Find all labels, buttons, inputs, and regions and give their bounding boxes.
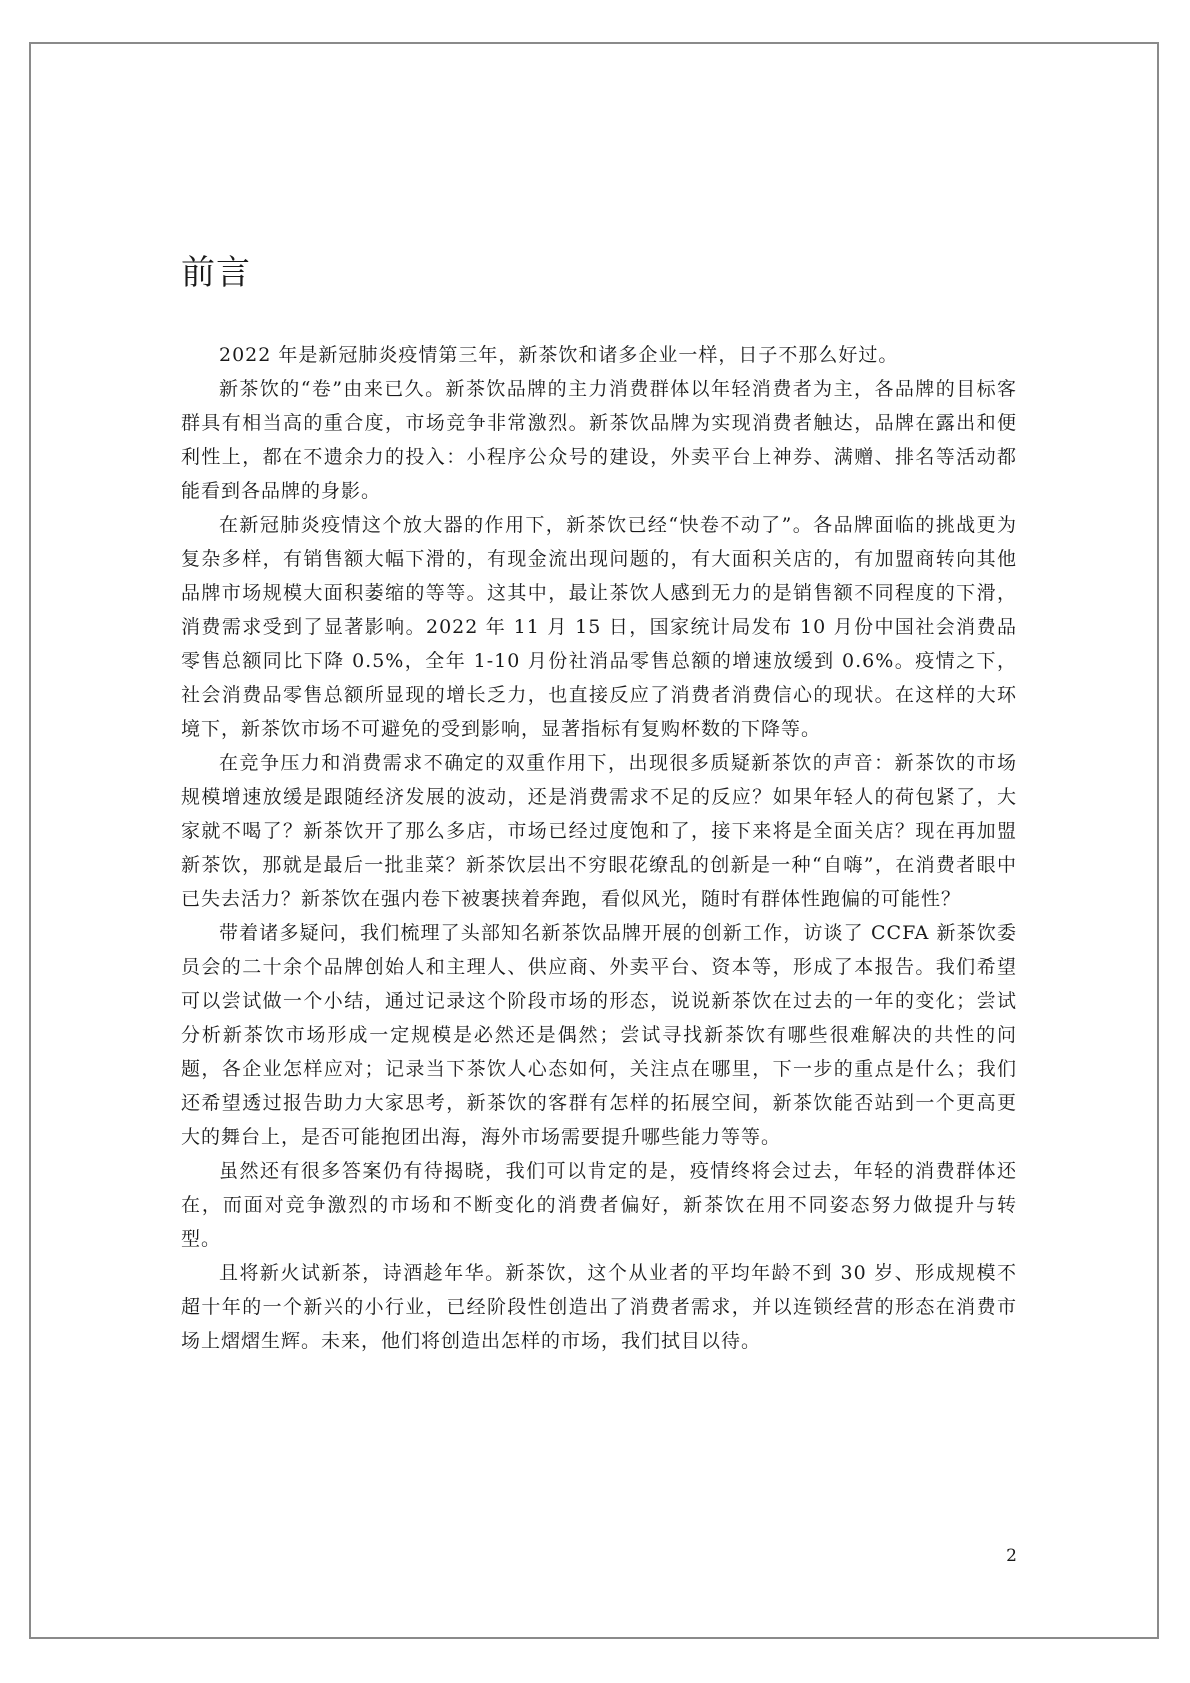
paragraph: 在新冠肺炎疫情这个放大器的作用下，新茶饮已经“快卷不动了”。各品牌面临的挑战更为复杂多样，有销售额大幅下滑的，有现金流出现问题的，有大面积关店的，有加盟商转向其他品牌市场规模大面积萎缩的等等。这其中，最让茶饮人感到无力的是销售额不同程度的下滑，消费需求受到了显著影响。2022 年 11 月 15 日，国家统计局发布 10 月份中国社会消费品零售总额同比下降 0.5%，全年 1-10 月份社消品零售总额的增速放缓到 0.6%。疫情之下，社会消费品零售总额所显现的增长乏力，也直接反应了消费者消费信心的现状。在这样的大环境下，新茶饮市场不可避免的受到影响，显著指标有复购杯数的下降等。 xyxy=(181,514,1017,740)
paragraph: 新茶饮的“卷”由来已久。新茶饮品牌的主力消费群体以年轻消费者为主，各品牌的目标客群具有相当高的重合度，市场竞争非常激烈。新茶饮品牌为实现消费者触达，品牌在露出和便利性上，都在不遗余力的投入：小程序公众号的建设，外卖平台上神券、满赠、排名等活动都能看到各品牌的身影。 xyxy=(181,378,1017,502)
body-text xyxy=(181,338,1017,1358)
paragraph: 虽然还有很多答案仍有待揭晓，我们可以肯定的是，疫情终将会过去，年轻的消费群体还在，而面对竞争激烈的市场和不断变化的消费者偏好，新茶饮在用不同姿态努力做提升与转型。 xyxy=(181,1160,1017,1250)
page-title: 前言 xyxy=(181,253,251,293)
paragraph: 在竞争压力和消费需求不确定的双重作用下，出现很多质疑新茶饮的声音：新茶饮的市场规模增速放缓是跟随经济发展的波动，还是消费需求不足的反应？如果年轻人的荷包紧了，大家就不喝了？新茶饮开了那么多店，市场已经过度饱和了，接下来将是全面关店？现在再加盟新茶饮，那就是最后一批韭菜？新茶饮层出不穷眼花缭乱的创新是一种“自嗨”，在消费者眼中已失去活力？新茶饮在强内卷下被裹挟着奔跑，看似风光，随时有群体性跑偏的可能性？ xyxy=(181,752,1017,910)
paragraph: 带着诸多疑问，我们梳理了头部知名新茶饮品牌开展的创新工作，访谈了 CCFA 新茶饮委员会的二十余个品牌创始人和主理人、供应商、外卖平台、资本等，形成了本报告。我们希望可以尝试做一个小结，通过记录这个阶段市场的形态，说说新茶饮在过去的一年的变化；尝试分析新茶饮市场形成一定规模是必然还是偶然；尝试寻找新茶饮有哪些很难解决的共性的问题，各企业怎样应对；记录当下茶饮人心态如何，关注点在哪里，下一步的重点是什么；我们还希望透过报告助力大家思考，新茶饮的客群有怎样的拓展空间，新茶饮能否站到一个更高更大的舞台上，是否可能抱团出海，海外市场需要提升哪些能力等等。 xyxy=(181,922,1017,1148)
paragraph: 2022 年是新冠肺炎疫情第三年，新茶饮和诸多企业一样，日子不那么好过。 xyxy=(219,344,899,366)
paragraph: 且将新火试新茶，诗酒趁年华。新茶饮，这个从业者的平均年龄不到 30 岁、形成规模不超十年的一个新兴的小行业，已经阶段性创造出了消费者需求，并以连锁经营的形态在消费市场上熠熠生辉。未来，他们将创造出怎样的市场，我们拭目以待。 xyxy=(181,1262,1017,1352)
page-number: 2 xyxy=(1006,1546,1017,1566)
